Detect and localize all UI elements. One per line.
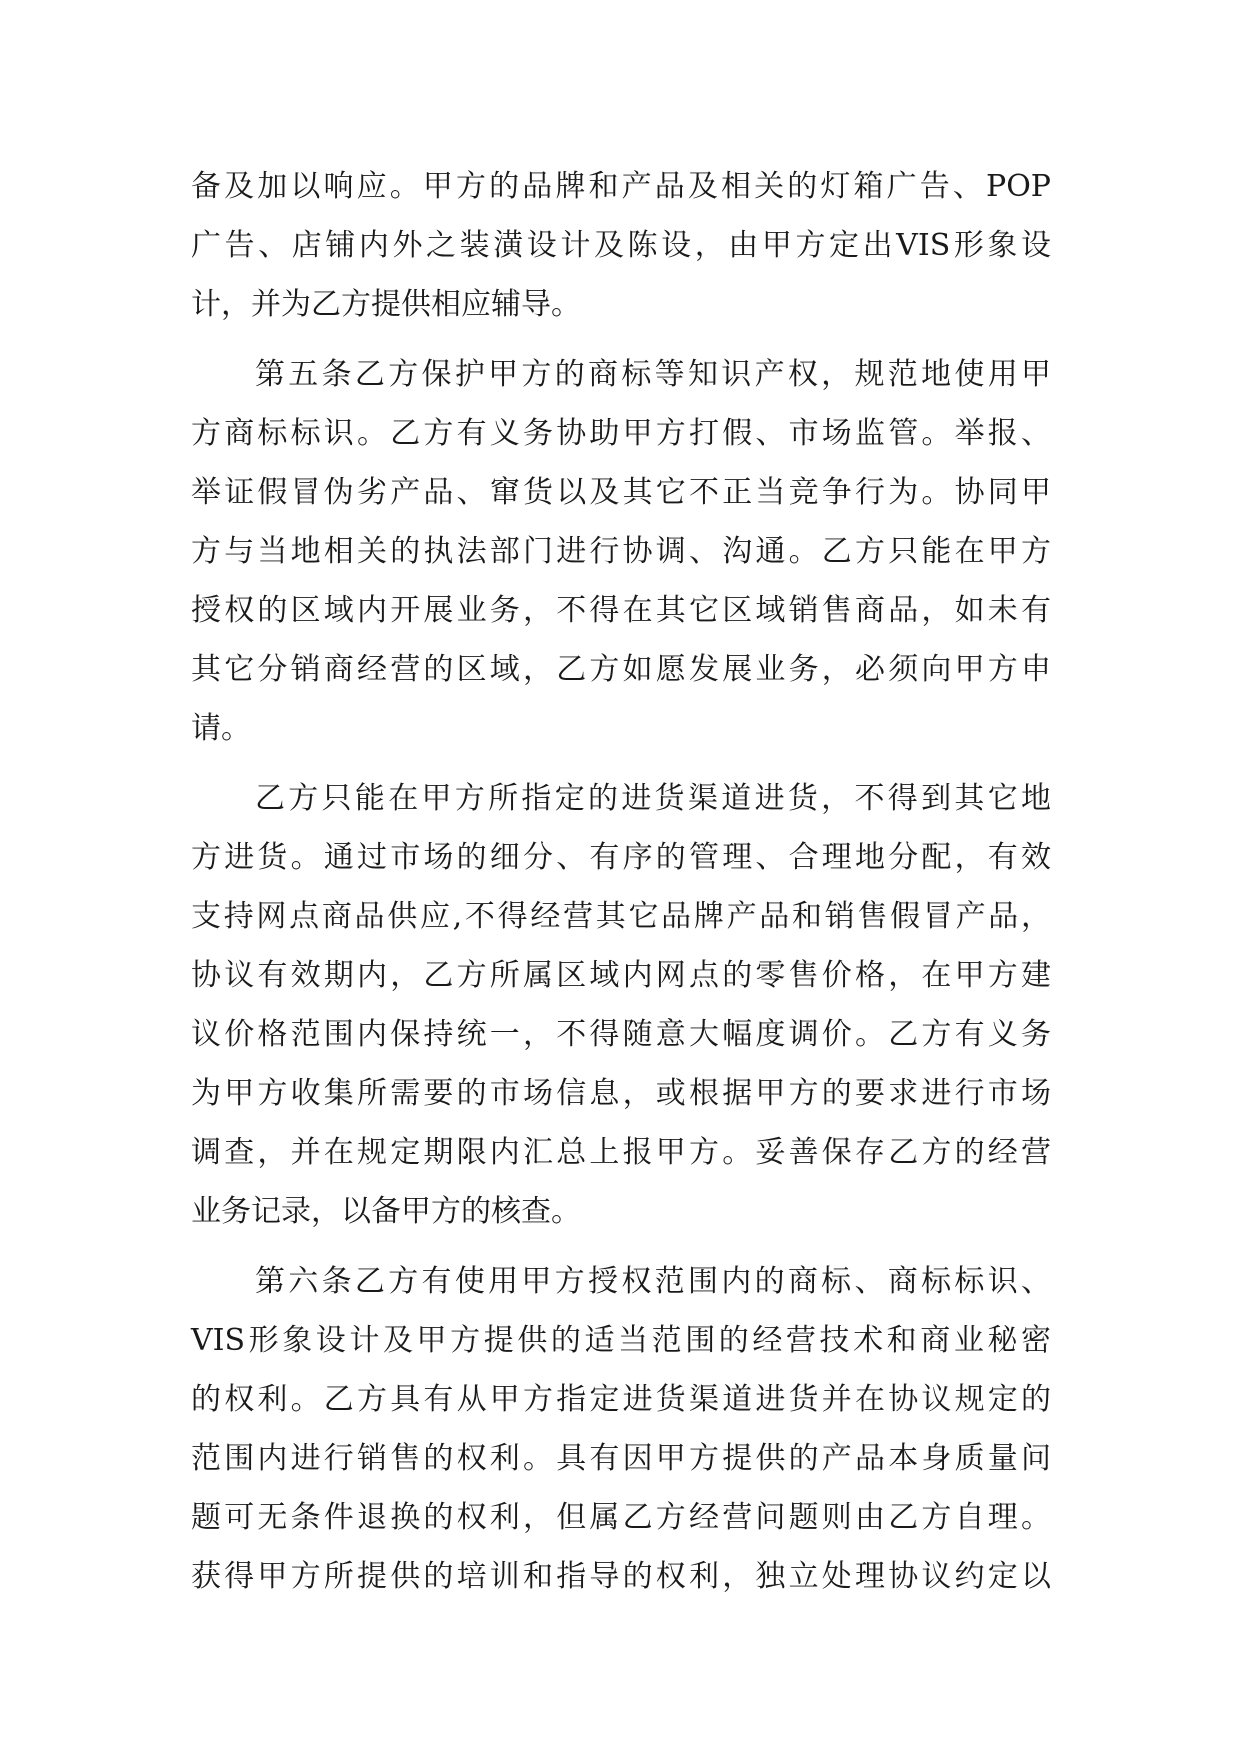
paragraph-continuation [191,157,1051,334]
text-line: 调查，并在规定期限内汇总上报甲方。妥善保存乙方的经营 [191,1135,1051,1170]
text-line: 题可无条件退换的权利，但属乙方经营问题则由乙方自理。 [191,1500,1051,1535]
text-line: 第六条乙方有使用甲方授权范围内的商标、商标标识、 [255,1264,1051,1299]
text-line: 范围内进行销售的权利。具有因甲方提供的产品本身质量问 [191,1441,1051,1476]
text-line: 备及加以响应。甲方的品牌和产品及相关的灯箱广告、POP [191,169,1051,204]
text-line: 方进货。通过市场的细分、有序的管理、合理地分配，有效 [191,840,1051,875]
text-line: 计，并为乙方提供相应辅导。 [191,287,581,322]
text-line: 协议有效期内，乙方所属区域内网点的零售价格，在甲方建 [191,958,1051,993]
paragraph-article-6 [191,1252,1051,1606]
text-line: 请。 [191,711,251,746]
text-line: 第五条乙方保护甲方的商标等知识产权，规范地使用甲 [255,357,1051,392]
text-line: VIS形象设计及甲方提供的适当范围的经营技术和商业秘密 [191,1323,1051,1358]
text-line: 方与当地相关的执法部门进行协调、沟通。乙方只能在甲方 [191,534,1051,569]
text-line: 支持网点商品供应,不得经营其它品牌产品和销售假冒产品， [191,899,1051,934]
text-line: 方商标标识。乙方有义务协助甲方打假、市场监管。举报、 [191,416,1051,451]
text-line: 乙方只能在甲方所指定的进货渠道进货，不得到其它地 [255,781,1051,816]
text-line: 业务记录，以备甲方的核查。 [191,1194,581,1229]
text-line: 其它分销商经营的区域，乙方如愿发展业务，必须向甲方申 [191,652,1051,687]
text-line: 议价格范围内保持统一，不得随意大幅度调价。乙方有义务 [191,1017,1051,1052]
text-line: 广告、店铺内外之装潢设计及陈设，由甲方定出VIS形象设 [191,228,1051,263]
text-line: 授权的区域内开展业务，不得在其它区域销售商品，如未有 [191,593,1051,628]
text-line: 为甲方收集所需要的市场信息，或根据甲方的要求进行市场 [191,1076,1051,1111]
text-line: 的权利。乙方具有从甲方指定进货渠道进货并在协议规定的 [191,1382,1051,1417]
text-line: 获得甲方所提供的培训和指导的权利，独立处理协议约定以 [191,1559,1051,1594]
document-body [191,157,1051,1606]
paragraph-article-5 [191,345,1051,758]
paragraph-purchase-channel [191,769,1051,1241]
text-line: 举证假冒伪劣产品、窜货以及其它不正当竞争行为。协同甲 [191,475,1051,510]
